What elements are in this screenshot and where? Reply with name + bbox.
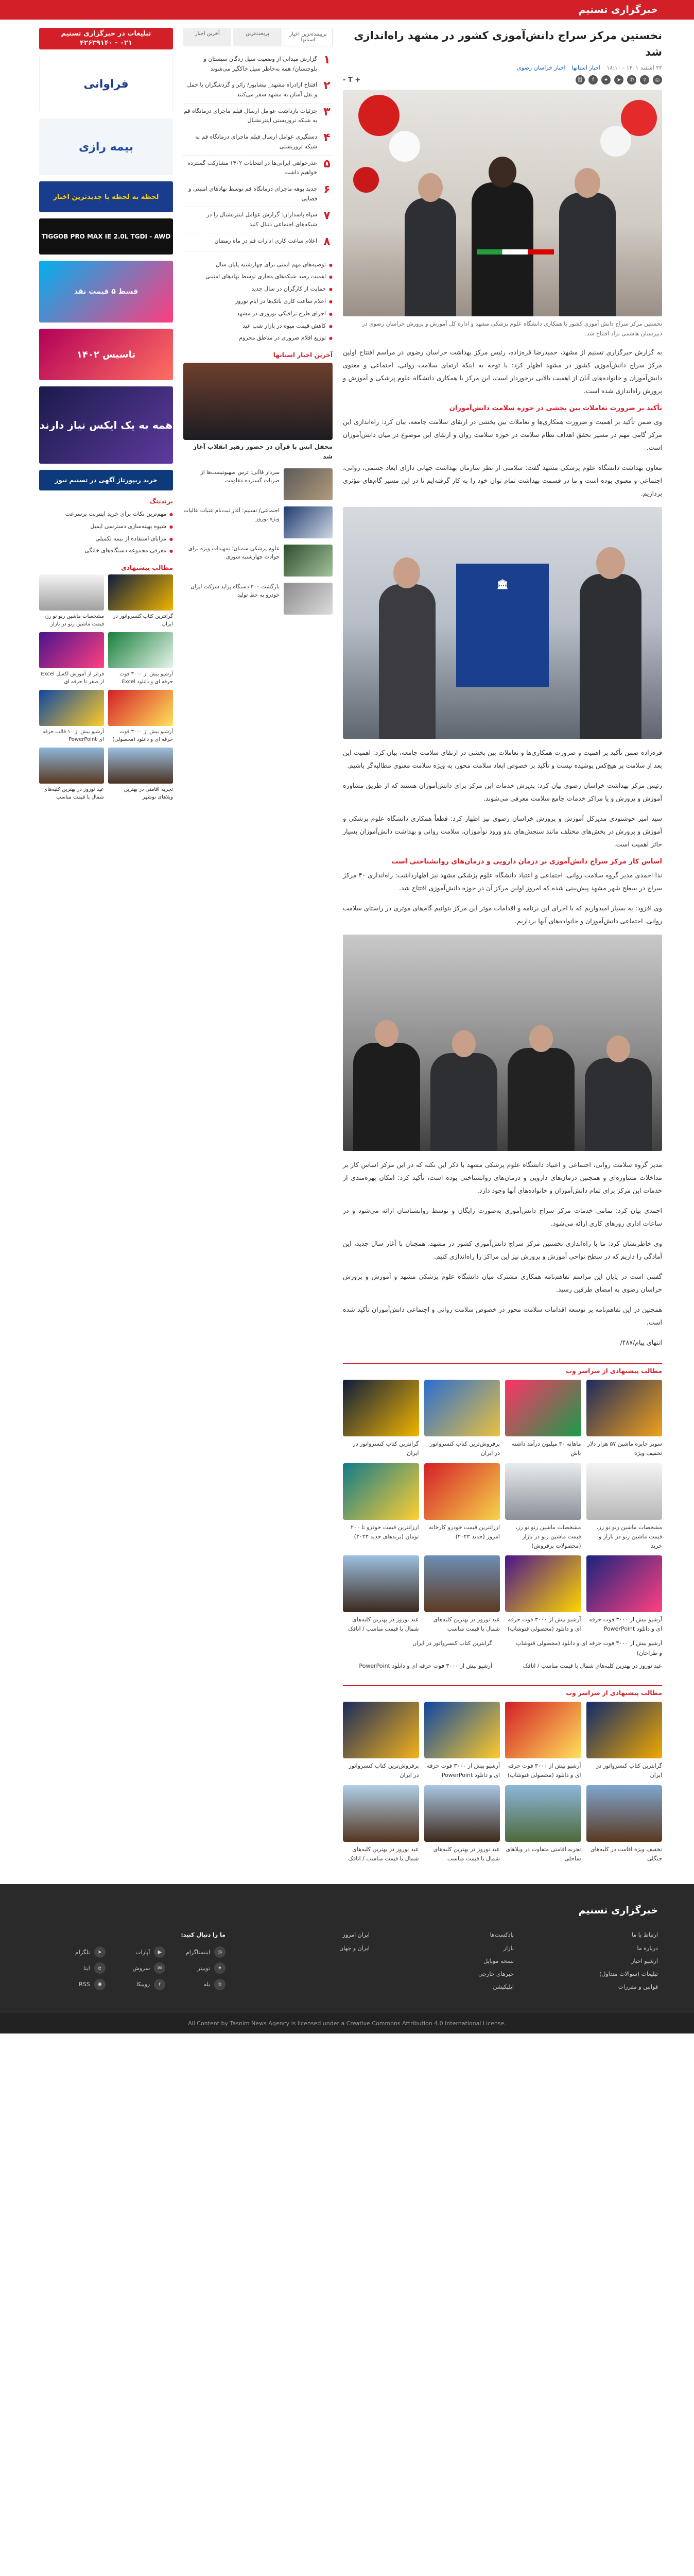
related-card[interactable]: عید نوروز در بهترین کلبه‌های شمال با قیمت مناسب / اتاقک: [343, 1555, 419, 1634]
branding-title: برندینگ: [149, 498, 173, 505]
social-title: ما را دنبال کنید:: [181, 1931, 225, 1939]
branding-list: [39, 508, 173, 557]
footer-link[interactable]: ایران و جهان: [339, 1944, 370, 1952]
suggested-card[interactable]: تجربه اقامتی در بهترین ویلاهای نوشهر: [108, 748, 173, 801]
related-card[interactable]: عید نوروز در بهترین کلبه‌های شمال با قیمت مناسب: [424, 1785, 500, 1863]
list-item[interactable]: ● کاهش قیمت میوه در بازار شب عید: [183, 320, 333, 332]
tab-most-discussed[interactable]: پربحث‌ترین: [233, 28, 281, 46]
list-item[interactable]: ● معرفی مجموعه دستگاه‌های خانگی: [39, 545, 173, 557]
article-meta: [343, 64, 662, 71]
footer-link[interactable]: ارتباط با ما: [632, 1931, 658, 1939]
list-item[interactable]: ● اجرای طرح ترافیکی نوروزی در مشهد: [183, 308, 333, 320]
ad-banner[interactable]: فراوانی: [39, 56, 173, 112]
article-photo: [343, 90, 662, 316]
telegram-icon: ➤: [94, 1946, 106, 1958]
article-end: انتهای پیام/۴۸۷/: [620, 1338, 662, 1347]
footer-link[interactable]: ایران امروز: [342, 1931, 370, 1939]
instagram-icon: ◎: [214, 1946, 225, 1958]
article-paragraph: وی ضمن تأکید بر اهمیت و ضرورت همکاری‌ها و تعاملات بین بخشی در ارتقای سلامت جامعه، بیان کرد: راه‌اندازی این مرکز گامی مهم در مسیر تحقق اهداف نظام سلامت در حوزه سلامت روان و ارتقای این موضوع در میان دانش‌آموزان است.: [343, 418, 662, 452]
social-link[interactable]: ▶ آپارات: [116, 1946, 166, 1959]
ad-banner[interactable]: قسط ۵ قیمت نقد: [39, 261, 173, 323]
mini-news[interactable]: اجتماعی/ تسنیم: آغاز ثبت‌نام عتبات عالیات ویژه نوروز: [183, 506, 333, 538]
article-paragraph: سید امیر خوشنودی مدیرکل آموزش و پرورش خراسان رضوی نیز اظهار کرد: قطعاً همکاری دانشگاه علوم پزشکی و آموزش و پرورش در بخش‌های مختلف مانند سنجش‌های بدو ورود نوآموزان، سلامت روانی و بهداشت دانش‌آموزان بسیار حائز اهمیت است.: [343, 815, 662, 849]
related-section-title: مطالب پیشنهادی از سراسر وب: [343, 1363, 662, 1375]
photo-caption: نخستین مرکز سراج دانش آموزی کشور با همکاری دانشگاه علوم پزشکی مشهد و اداره کل آموزش و پرورش خراسان رضوی در دبیرستان هاشمی نژاد افتتاح شد.: [362, 320, 662, 337]
list-item[interactable]: ۵ عذرخواهی ایرانی‌ها در انتخابات ۱۴۰۲ مشارکت گسترده خواهیم داشت: [183, 156, 333, 181]
list-item[interactable]: ● اعلام ساعت کاری بانک‌ها در ایام نوروز: [183, 295, 333, 308]
top-header: [0, 0, 694, 20]
related-card[interactable]: عید نوروز در بهترین کلبه‌های شمال با قیمت مناسب / اتاقک: [343, 1785, 419, 1863]
list-item[interactable]: ۷ سپاه پاسداران: گزارش عوامل اینترنشنال را در شبکه‌های اجتماعی دنبال کنید: [183, 207, 333, 233]
social-link[interactable]: ◉ RSS: [56, 1978, 106, 1991]
related-section-title: مطالب پیشنهادی از سراسر وب: [343, 1685, 662, 1697]
related-card[interactable]: ماهانه ۳۰ میلیون درآمد داشته باش: [505, 1380, 581, 1458]
list-item[interactable]: ● توصیه‌های مهم ایمنی برای چهارشنبه پایان سال: [183, 259, 333, 271]
license-bar: All Content by Tasnim News Agency is licensed under a Creative Commons Attribution 4.0 International License.: [0, 2013, 694, 2033]
social-links: [56, 1946, 225, 1991]
related-card[interactable]: سوپر جایزه ماشین ۵۷ هزار دلار تخفیف ویژه: [586, 1380, 663, 1458]
article-paragraph: وی خاطرنشان کرد: ما با راه‌اندازی نخستین مرکز سراج دانش‌آموزی کشور در مشهد، همچنان با آغاز سال جدید، این آمادگی را داریم که در سطح نواحی آموزش و پرورش نیز این مراکز را راه‌اندازی کنیم.: [343, 1240, 662, 1261]
font-size-control[interactable]: + T -: [343, 76, 361, 84]
twitter-icon[interactable]: ✦: [601, 75, 611, 84]
related-link[interactable]: آرشیو بیش از ۳۰۰۰ فوت حرفه ای و دانلود PowerPoint: [359, 1662, 492, 1669]
article-paragraph: احمدی بیان کرد: تمامی خدمات مرکز سراج دانش‌آموزی به‌صورت رایگان و توسط روانشناسان ارائه می‌شود و در ساعات اداری روزهای کاری ارائه می‌شود.: [343, 1207, 662, 1228]
ad-banner[interactable]: بیمه رازی: [39, 118, 173, 175]
list-item[interactable]: ۲ افتتاح ازادراه مشهد_ نیشابور/ زائر و گردشگران با حمل و نقل آسان به مشهد سفر می‌کنند: [183, 77, 333, 103]
related-grid: [343, 1380, 662, 1634]
social-link[interactable]: ✉ سروش: [116, 1962, 166, 1975]
article-photo: 🏛: [343, 507, 662, 739]
content-layout: [0, 20, 694, 1863]
eitaa-icon: e: [94, 1962, 106, 1974]
ad-banner[interactable]: تاسیس ۱۴۰۲: [39, 329, 173, 380]
share-icon[interactable]: ⇪: [640, 75, 649, 84]
list-item[interactable]: ● مهم‌ترین نکات برای خرید اینترنت پرسرعت: [39, 508, 173, 520]
telegram-icon[interactable]: ➤: [614, 75, 623, 84]
social-link[interactable]: e ایتا: [56, 1962, 106, 1975]
ad-banner[interactable]: خرید ریپورتاژ آگهی در تسنیم نیوز: [39, 470, 173, 490]
article-date: ۲۲ اسفند ۱۴۰۱ - ۱۸:۱۰: [606, 64, 662, 71]
feature-image[interactable]: [183, 363, 333, 440]
footer-link[interactable]: تبلیغات (سوالات متداول): [599, 1971, 658, 1978]
feature-title[interactable]: محفل انس با قرآن در حضور رهبر انقلاب آغاز شد: [193, 443, 333, 461]
suggested-card[interactable]: گرانترین کتاب کنسرواتور در ایران: [108, 574, 173, 628]
list-item[interactable]: ۸ اعلام ساعت کاری ادارات قم در ماه رمضان: [183, 233, 333, 251]
left-sidebar: [39, 28, 173, 1863]
category-link[interactable]: اخبار استانها: [571, 64, 601, 71]
social-link[interactable]: ◎ اینستاگرام: [176, 1946, 225, 1959]
tab-most-viewed[interactable]: پربیننده‌ترین اخبار استانها: [284, 28, 333, 46]
suggested-card[interactable]: مشخصات ماشین رنو نو رز، قیمت ماشین رنو در بازار: [39, 574, 104, 628]
footer-link[interactable]: قوانین و مقررات: [618, 1984, 658, 1991]
related-link[interactable]: عید نوروز در بهترین کلبه‌های شمال با قیمت مناسب / اتاقک: [523, 1662, 662, 1669]
ad-banner[interactable]: همه به یک ایکس نیاز دارند: [39, 386, 173, 464]
social-link[interactable]: ✦ توییتر: [176, 1962, 225, 1975]
related-link[interactable]: گرانترین کتاب کنسرواتور در ایران: [412, 1640, 492, 1647]
suggested-card[interactable]: آرشیو بیش از ۱۰ قالب حرفه ای PowerPoint: [39, 690, 104, 743]
print-icon[interactable]: ⎙: [653, 75, 662, 84]
suggested-card[interactable]: عید نوروز در بهترین کلبه‌های شمال با قیمت مناسب: [39, 748, 104, 801]
ad-banner[interactable]: TIGGOB PRO MAX IE 2.0L TGDI - AWD: [39, 218, 173, 255]
related-card[interactable]: پرفروش‌ترین کتاب کنسرواتور در ایران: [343, 1702, 419, 1780]
article-paragraph: قره‌زاده ضمن تأکید بر اهمیت و ضرورت همکاری‌ها و تعاملات بین بخشی در ارتقای سلامت جامعه، بیان کرد: اهمیت این بعد از سلامت بر هیچ‌کس پوشیده نیست و تأکید بر خصوص ابعاد سلامت محور، به ویژه سلامت معنوی مطالبه‌گر باشیم.: [343, 749, 662, 770]
list-item[interactable]: ۶ جدید بوهه ماجرای درمانگاه قم توسط نهادهای امنیتی و قضایی: [183, 181, 333, 207]
article-subheading: تأکید بر ضرورت تعاملات بین بخشی در حوزه سلامت دانش‌آموزان: [449, 404, 662, 413]
footer-social: [56, 1928, 225, 1993]
footer-link[interactable]: نسخه موبایل: [483, 1957, 514, 1964]
list-item[interactable]: ● حمایت از کارگران در سال جدید: [183, 283, 333, 295]
link-icon[interactable]: ⛓: [576, 75, 585, 84]
footer-columns: [36, 1928, 658, 1993]
mini-news[interactable]: علوم پزشکی سمنان: تمهیدات ویژه برای حوادث چهارشنبه سوری: [183, 545, 333, 577]
latest-section-title: آخرین اخبار استانها: [273, 351, 333, 359]
related-text-links: [343, 1639, 662, 1671]
rss-icon: ◉: [94, 1979, 106, 1990]
related-card[interactable]: مشخصات ماشین رنو نو رز، قیمت ماشین رنو در بازار (محصولات پرفروش): [505, 1463, 581, 1550]
middle-sidebar: [183, 28, 333, 1863]
related-grid: [343, 1702, 662, 1863]
related-card[interactable]: ارزانترین قیمت خودرو کارخانه امروز (جدید ۲۰۲۳): [424, 1463, 500, 1550]
footer-link[interactable]: آرشیو اخبار: [631, 1957, 658, 1964]
social-link[interactable]: r روبیکا: [116, 1978, 166, 1991]
related-card[interactable]: تخفیف ویژه اقامت در کلبه‌های جنگلی: [586, 1785, 663, 1863]
related-card[interactable]: تجربه اقامتی متفاوت در ویلاهای ساحلی: [505, 1785, 581, 1863]
suggested-card[interactable]: آرشیو بیش از ۳۰۰۰ فوت حرفه ای و دانلود (محصولی): [108, 690, 173, 743]
bale-icon: b: [214, 1979, 225, 1990]
ad-banner[interactable]: لحظه به لحظه با جدیدترین اخبار: [39, 181, 173, 212]
list-item[interactable]: ● مزایای استفاده از بیمه تکمیلی: [39, 533, 173, 545]
list-item[interactable]: ● اهمیت رصد شبکه‌های مجازی توسط نهادهای امنیتی: [183, 270, 333, 283]
aparat-icon: ▶: [154, 1946, 165, 1958]
article-paragraph: همچنین در این تفاهم‌نامه بر توسعه اقدامات سلامت محور در خصوص سلامت روانی و اجتماعی دانش‌آموزان تأکید شده است.: [343, 1306, 662, 1327]
footer-link[interactable]: اپلیکیشن: [493, 1984, 514, 1991]
footer-links-col: [272, 1928, 370, 1993]
facebook-icon[interactable]: f: [588, 75, 598, 84]
footer-logo[interactable]: خبرگزاری تسنیم: [578, 1905, 658, 1917]
footer-link[interactable]: پادکست‌ها: [490, 1931, 514, 1939]
list-item[interactable]: ● شیوه بهینه‌سازی دسترسی ایمیل: [39, 520, 173, 533]
suggested-title: مطالب پیشنهادی: [120, 564, 173, 572]
related-card[interactable]: مشخصات ماشین رنو نو رز، قیمت ماشین رنو در بازار و خرید: [586, 1463, 663, 1550]
article-paragraph: گفتنی است در پایان این مراسم تفاهم‌نامه همکاری مشترک میان دانشگاه علوم پزشکی مشهد و آموزش و پرورش خراسان رضوی به امضای طرفین رسید.: [343, 1273, 662, 1294]
list-item[interactable]: ● توزیع اقلام ضروری در مناطق محروم: [183, 332, 333, 344]
site-logo[interactable]: خبرگزاری تسنیم: [578, 4, 658, 15]
related-card[interactable]: عید نوروز در بهترین کلبه‌های شمال با قیمت مناسب: [424, 1555, 500, 1634]
list-item[interactable]: ۱ گزارش میدانی از وضعیت سیل زدگان سیستان و بلوچستان/ همه به‌خاطر سیل خاکگیر می‌شوند: [183, 52, 333, 77]
mini-news[interactable]: سردار قاآنی: ترس صهیونیست‌ها از ضربات گسترده مقاومت: [183, 468, 333, 500]
footer-link[interactable]: بازار: [503, 1944, 514, 1952]
news-tabs: [183, 28, 333, 46]
footer-link[interactable]: درباره ما: [637, 1944, 658, 1952]
site-footer: [0, 1884, 694, 2033]
article-paragraph: به گزارش خبرگزاری تسنیم از مشهد، حمیدرضا قره‌زاده، رئیس مرکز بهداشت خراسان رضوی در مراسم افتتاح اولین مرکز سراج دانش‌آموزی کشور در مشهد اظهار کرد: با توجه به اینکه ارتقای سلامت روانی، اجتماعی و معنوی دانش‌آموزان و خانواده‌های آنان از اهمیت بالایی برخوردار است، این مرکز با همکاری دانشگاه علوم پزشکی و آموزش و پرورش راه‌اندازی شده است.: [343, 348, 662, 395]
article-subheading: اساس کار مرکز سراج دانش‌آموزی بر درمان دارویی و درمان‌های روانشناختی است: [391, 858, 662, 866]
most-viewed-list: [183, 52, 333, 251]
social-link[interactable]: b بله: [176, 1978, 225, 1991]
advertising-contact-banner[interactable]: تبلیغات در خبرگزاری تسنیم ۰۲۱ - ۴۲۶۳۹۱۴۰: [39, 28, 173, 49]
article-paragraph: معاون بهداشت دانشگاه علوم پزشکی مشهد گفت: سلامتی از نظر سازمان بهداشت جهانی دارای ابعاد جسمی، روانی، اجتماعی و معنوی بوده است و ما در قسمت بهداشت تمام توان خود را به کار گرفته‌ایم تا در این مسیر گام‌های مؤثری برداریم.: [343, 464, 662, 498]
related-card[interactable]: گرانترین کتاب کنسرواتور در ایران: [343, 1380, 419, 1458]
related-card[interactable]: پرفروش‌ترین کتاب کنسرواتور در ایران: [424, 1380, 500, 1458]
article-paragraph: مدیر گروه سلامت روانی، اجتماعی و اعتیاد دانشگاه علوم پزشکی مشهد با ذکر این نکته که در این مرکز اساس کار بر مداخلات مشاوره‌ای و همچنین درمان‌های دارویی و درمان‌های روانشناختی بوده است، تأکید کرد: امکان بهره‌مندی از خدمات این مرکز برای تمام دانش‌آموزان و خانواده‌های آنها وجود دارد.: [343, 1161, 662, 1195]
mini-news[interactable]: بازگشت ۳۰۰ دستگاه پراید شرکت ایران خودرو به خط تولید: [183, 583, 333, 615]
share-toolbar: [343, 74, 662, 86]
footer-links-col: [416, 1928, 514, 1993]
soroush-icon: ✉: [154, 1962, 165, 1974]
whatsapp-icon[interactable]: ✆: [627, 75, 636, 84]
article-main: [343, 28, 662, 1863]
suggested-card[interactable]: آرشیو بیش از ۳۰۰۰ فوت حرفه ای و دانلود Excel: [108, 632, 173, 686]
article-paragraph: وی افزود: به بسیار امیدواریم که با اجرای این برنامه و اقدامات موثر این مرکز بتوانیم گام‌های موثری در راستای سلامت روانی، اجتماعی دانش‌آموزان و خانواده‌های آنها برداریم.: [343, 904, 662, 925]
bullet-news-list: [183, 259, 333, 345]
tab-latest[interactable]: آخرین اخبار: [183, 28, 231, 46]
related-card[interactable]: آرشیو بیش از ۳۰۰۰ فوت حرفه ای و دانلود PowerPoint: [586, 1555, 663, 1634]
footer-links-col: [560, 1928, 658, 1993]
related-card[interactable]: آرشیو بیش از ۳۰۰۰ فوت حرفه ای و دانلود (محصولی فتوشاپ): [505, 1702, 581, 1780]
social-link[interactable]: ➤ تلگرام: [56, 1946, 106, 1959]
article-paragraph: ندا احمدی مدیر گروه سلامت روانی، اجتماعی و اعتیاد دانشگاه علوم پزشکی مشهد نیز اظهارداشت: راه‌اندازی ۴۰ مرکز سراج در سطح شهر مشهد پیش‌بینی شده که امروز اولین مرکز آن در حوزه دانش‌آموزی افتتاح شد.: [343, 871, 662, 892]
related-card[interactable]: آرشیو بیش از ۳۰۰۰ فوت حرفه ای و دانلود PowerPoint: [424, 1702, 500, 1780]
footer-link[interactable]: خبرهای خارجی: [478, 1971, 514, 1978]
twitter-icon: ✦: [214, 1962, 225, 1974]
suggested-card[interactable]: فراتر از آموزش اکسل Excel از صفر تا حرفه ای: [39, 632, 104, 686]
related-link[interactable]: آرشیو بیش از ۳۰۰۰ فوت حرفه ای و دانلود (محصولی فتوشاپ و طراحان): [516, 1640, 662, 1656]
suggested-grid: [39, 574, 173, 801]
list-item[interactable]: ۴ دستگیری عوامل ارسال فیلم ماجرای درمانگاه قم به شبکه تروریستی: [183, 129, 333, 155]
list-item[interactable]: ۳ جزئیات بازداشت عوامل ارسال فیلم ماجرای درمانگاه قم به شبکه تروریستی اینترنشنال: [183, 104, 333, 129]
article-paragraph: رئیس مرکز بهداشت خراسان رضوی بیان کرد: پذیرش خدمات این مرکز برای دانش‌آموزان هستند که از طریق مشاوره آموزش و پرورش و یا مراکز خدمات جامع سلامت معرفی می‌شوند.: [343, 782, 662, 803]
article-photo: [343, 935, 662, 1151]
related-card[interactable]: گرانترین کتاب کنسرواتور در ایران: [586, 1702, 663, 1780]
article-title: نخستین مرکز سراج دانش‌آموزی کشور در مشهد راه‌اندازی شد: [354, 29, 662, 58]
related-card[interactable]: آرشیو بیش از ۳۰۰۰ فوت حرفه ای و دانلود (محصولی فتوشاپ): [505, 1555, 581, 1634]
related-card[interactable]: ارزانترین قیمت خودرو تا ۲۰۰ تومان (برندهای جدید ۲۰۲۳): [343, 1463, 419, 1550]
rubika-icon: r: [154, 1979, 165, 1990]
category-link[interactable]: اخبار خراسان رضوی: [517, 64, 566, 71]
